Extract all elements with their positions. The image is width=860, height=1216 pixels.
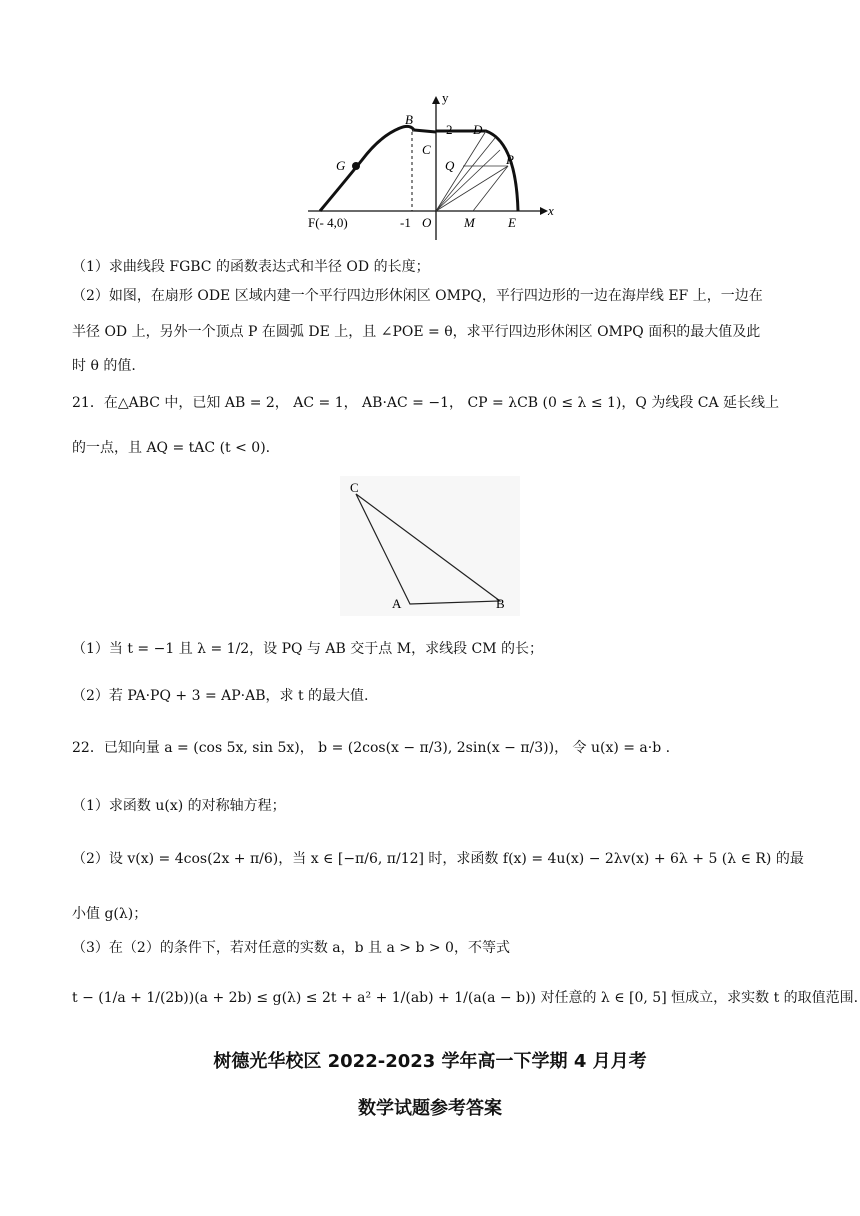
q20-part2-line3: 时 θ 的值. — [72, 358, 136, 374]
label-m1: -1 — [400, 215, 411, 230]
q21-part1: （1）当 t = −1 且 λ = 1/2，设 PQ 与 AB 交于点 M，求线段 CM 的长； — [72, 641, 544, 657]
q20-part1: （1）求曲线段 FGBC 的函数表达式和半径 OD 的长度； — [72, 259, 430, 275]
label-p: P — [506, 152, 514, 167]
label-m: M — [464, 215, 475, 230]
label-d: D — [473, 122, 483, 137]
q22-part3-line1: （3）在（2）的条件下，若对任意的实数 a，b 且 a > b > 0，不等式 — [72, 940, 510, 956]
answer-subtitle: 数学试题参考答案 — [358, 1098, 502, 1119]
q21-stem-line1: 21．在△ABC 中，已知 AB = 2， AC = 1， AB·AC = −1， CP = λCB (0 ≤ λ ≤ 1)，Q 为线段 CA 延长线上 — [72, 395, 780, 411]
q22-stem: 22．已知向量 a = (cos 5x, sin 5x)， b = (2cos(x − π/3), 2sin(x − π/3))， 令 u(x) = a·b . — [72, 740, 671, 756]
triangle-label-c: C — [350, 480, 359, 495]
q22-part3-line2: t − (1/a + 1/(2b))(a + 2b) ≤ g(λ) ≤ 2t + a² + 1/(ab) + 1/(a(a − b)) 对任意的 λ ∈ [0, 5] 恒成立，求实数 t 的取值范围. — [72, 990, 859, 1006]
q20-part2-line1: （2）如图，在扇形 ODE 区域内建一个平行四边形休闲区 OMPQ，平行四边形的一边在海岸线 EF 上，一边在 — [72, 288, 763, 304]
q22-part2-line2: 小值 g(λ)； — [72, 906, 148, 922]
q22-part2-line1: （2）设 v(x) = 4cos(2x + π/6)，当 x ∈ [−π/6, π/12] 时，求函数 f(x) = 4u(x) − 2λv(x) + 6λ + 5 (λ ∈ R) 的最 — [72, 851, 804, 867]
triangle-figure — [340, 476, 520, 616]
label-b: B — [405, 112, 413, 127]
label-g: G — [336, 158, 346, 173]
q21-stem-line2: 的一点，且 AQ = tAC (t < 0). — [72, 440, 271, 456]
y-axis-arrow — [432, 96, 440, 104]
label-y: y — [442, 90, 449, 105]
triangle-label-a: A — [392, 596, 402, 611]
label-o: O — [422, 215, 432, 230]
line-o3 — [436, 138, 495, 211]
q22-part1: （1）求函数 u(x) 的对称轴方程； — [72, 798, 286, 814]
q20-part2-line2: 半径 OD 上，另外一个顶点 P 在圆弧 DE 上，且 ∠POE = θ，求平行四边形休闲区 OMPQ 面积的最大值及此 — [72, 324, 761, 340]
label-f: F(- 4,0) — [308, 215, 348, 230]
label-2: 2 — [446, 122, 453, 137]
triangle-label-b: B — [496, 596, 505, 611]
point-g — [352, 162, 360, 170]
curve-fgbc — [320, 126, 414, 211]
line-mp — [473, 166, 508, 211]
coordinate-figure — [290, 90, 570, 240]
triangle-figure-bg — [340, 476, 520, 616]
label-x: x — [548, 203, 554, 218]
x-axis-arrow — [540, 207, 548, 215]
q21-part2: （2）若 PA·PQ + 3 = AP·AB，求 t 的最大值. — [72, 688, 369, 704]
label-e: E — [508, 215, 516, 230]
label-c: C — [422, 142, 431, 157]
answer-title: 树德光华校区 2022-2023 学年高一下学期 4 月月考 — [213, 1051, 647, 1072]
label-q: Q — [445, 158, 455, 173]
